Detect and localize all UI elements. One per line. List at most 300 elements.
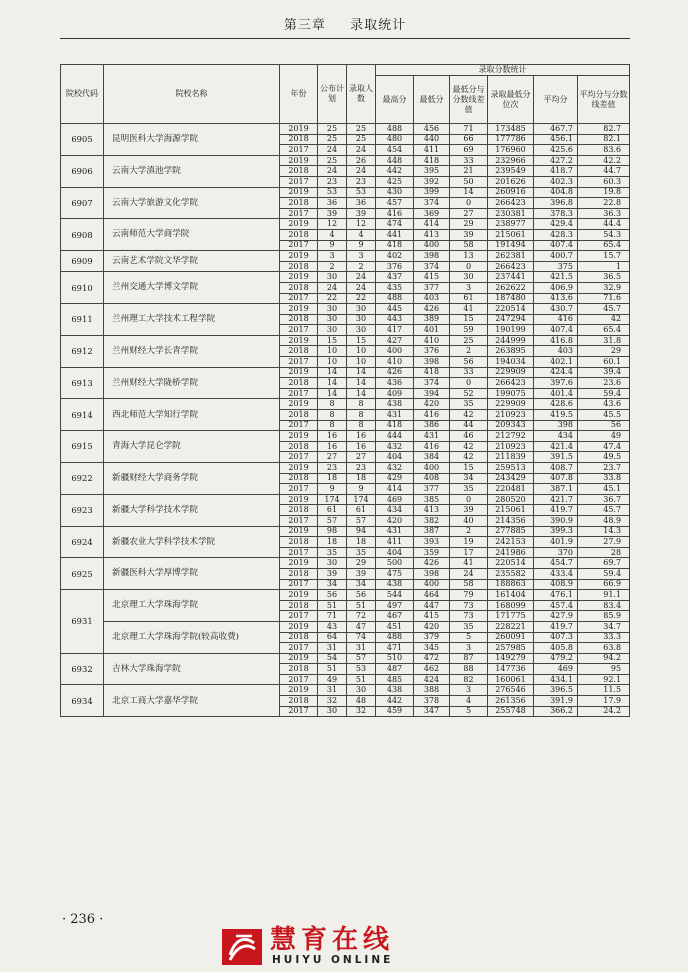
cell-year: 2017 — [280, 240, 318, 251]
table-row — [61, 621, 630, 632]
cell-rank: 230381 — [488, 208, 534, 219]
school-code: 6922 — [61, 463, 104, 495]
cell-plan: 64 — [318, 632, 347, 643]
cell-max: 448 — [376, 155, 414, 166]
cell-max: 438 — [376, 399, 414, 410]
col-admitted: 录取人数 — [347, 65, 376, 124]
cell-min-diff: 79 — [450, 590, 488, 601]
cell-rank: 242153 — [488, 537, 534, 548]
cell-min-diff: 58 — [450, 579, 488, 590]
cell-avg-diff: 59.4 — [578, 568, 630, 579]
cell-rank: 177786 — [488, 134, 534, 145]
table-row — [61, 124, 630, 135]
school-code: 6932 — [61, 653, 104, 685]
cell-avg: 390.9 — [534, 515, 578, 526]
cell-plan: 54 — [318, 653, 347, 664]
cell-rank: 199075 — [488, 388, 534, 399]
cell-min: 378 — [414, 696, 450, 707]
cell-avg: 405.8 — [534, 643, 578, 654]
cell-year: 2017 — [280, 515, 318, 526]
cell-year: 2019 — [280, 219, 318, 230]
cell-min-diff: 13 — [450, 251, 488, 262]
cell-min-diff: 14 — [450, 187, 488, 198]
cell-plan: 49 — [318, 674, 347, 685]
cell-min-diff: 3 — [450, 685, 488, 696]
cell-admitted: 39 — [347, 208, 376, 219]
cell-rank: 243429 — [488, 473, 534, 484]
cell-admitted: 48 — [347, 696, 376, 707]
school-code: 6914 — [61, 399, 104, 431]
school-name: 新疆财经大学商务学院 — [104, 463, 280, 495]
cell-avg-diff: 39.4 — [578, 367, 630, 378]
table-row — [61, 335, 630, 346]
cell-admitted: 3 — [347, 251, 376, 262]
cell-min: 410 — [414, 335, 450, 346]
cell-avg: 429.4 — [534, 219, 578, 230]
cell-min-diff: 15 — [450, 463, 488, 474]
cell-avg: 479.2 — [534, 653, 578, 664]
school-code: 6923 — [61, 494, 104, 526]
cell-max: 416 — [376, 208, 414, 219]
table-row — [61, 155, 630, 166]
cell-avg-diff: 15.7 — [578, 251, 630, 262]
cell-min-diff: 73 — [450, 611, 488, 622]
cell-avg-diff: 48.9 — [578, 515, 630, 526]
cell-min: 345 — [414, 643, 450, 654]
cell-admitted: 51 — [347, 600, 376, 611]
cell-min-diff: 0 — [450, 198, 488, 209]
cell-plan: 30 — [318, 325, 347, 336]
cell-rank: 201626 — [488, 176, 534, 187]
cell-year: 2019 — [280, 335, 318, 346]
cell-min: 456 — [414, 124, 450, 135]
table-row — [61, 304, 630, 315]
cell-avg-diff: 71.6 — [578, 293, 630, 304]
cell-admitted: 26 — [347, 155, 376, 166]
cell-avg: 401.9 — [534, 537, 578, 548]
cell-year: 2019 — [280, 463, 318, 474]
cell-year: 2019 — [280, 304, 318, 315]
cell-min: 377 — [414, 484, 450, 495]
cell-plan: 8 — [318, 420, 347, 431]
cell-min-diff: 19 — [450, 537, 488, 548]
cell-avg-diff: 56 — [578, 420, 630, 431]
cell-max: 414 — [376, 484, 414, 495]
cell-admitted: 174 — [347, 494, 376, 505]
cell-avg-diff: 69.7 — [578, 558, 630, 569]
cell-admitted: 36 — [347, 198, 376, 209]
cell-rank: 262381 — [488, 251, 534, 262]
cell-plan: 25 — [318, 155, 347, 166]
cell-rank: 149279 — [488, 653, 534, 664]
cell-avg: 434 — [534, 431, 578, 442]
cell-avg-diff: 95 — [578, 664, 630, 675]
cell-min-diff: 41 — [450, 558, 488, 569]
cell-max: 467 — [376, 611, 414, 622]
cell-avg-diff: 60.3 — [578, 176, 630, 187]
cell-avg: 378.3 — [534, 208, 578, 219]
cell-year: 2017 — [280, 388, 318, 399]
cell-min: 440 — [414, 134, 450, 145]
cell-admitted: 24 — [347, 272, 376, 283]
cell-min: 399 — [414, 187, 450, 198]
cell-year: 2017 — [280, 145, 318, 156]
cell-min-diff: 42 — [450, 452, 488, 463]
cell-plan: 16 — [318, 441, 347, 452]
school-name: 新疆农业大学科学技术学院 — [104, 526, 280, 558]
cell-year: 2018 — [280, 696, 318, 707]
cell-plan: 14 — [318, 388, 347, 399]
cell-max: 420 — [376, 515, 414, 526]
cell-min: 447 — [414, 600, 450, 611]
cell-min: 393 — [414, 537, 450, 548]
school-code: 6907 — [61, 187, 104, 219]
cell-min: 394 — [414, 388, 450, 399]
cell-avg: 434.1 — [534, 674, 578, 685]
cell-admitted: 15 — [347, 335, 376, 346]
cell-rank: 171775 — [488, 611, 534, 622]
col-avg-diff: 平均分与分数线差值 — [578, 76, 630, 124]
cell-admitted: 8 — [347, 420, 376, 431]
cell-admitted: 23 — [347, 463, 376, 474]
cell-min-diff: 0 — [450, 261, 488, 272]
cell-min: 395 — [414, 166, 450, 177]
school-name: 云南大学旅游文化学院 — [104, 187, 280, 219]
cell-avg-diff: 49.5 — [578, 452, 630, 463]
cell-min: 374 — [414, 198, 450, 209]
cell-avg-diff: 49 — [578, 431, 630, 442]
col-min: 最低分 — [414, 76, 450, 124]
cell-plan: 51 — [318, 600, 347, 611]
cell-min-diff: 44 — [450, 420, 488, 431]
cell-min: 386 — [414, 420, 450, 431]
cell-min-diff: 46 — [450, 431, 488, 442]
cell-min: 413 — [414, 505, 450, 516]
cell-year: 2017 — [280, 674, 318, 685]
cell-admitted: 35 — [347, 547, 376, 558]
cell-year: 2017 — [280, 611, 318, 622]
cell-plan: 25 — [318, 134, 347, 145]
cell-year: 2018 — [280, 410, 318, 421]
cell-plan: 9 — [318, 484, 347, 495]
school-code: 6931 — [61, 590, 104, 654]
cell-min-diff: 42 — [450, 441, 488, 452]
cell-year: 2019 — [280, 187, 318, 198]
school-code: 6925 — [61, 558, 104, 590]
cell-max: 431 — [376, 526, 414, 537]
cell-avg: 416 — [534, 314, 578, 325]
cell-plan: 24 — [318, 282, 347, 293]
cell-plan: 25 — [318, 124, 347, 135]
cell-year: 2018 — [280, 378, 318, 389]
cell-avg-diff: 60.1 — [578, 357, 630, 368]
cell-avg-diff: 82.1 — [578, 134, 630, 145]
cell-min-diff: 4 — [450, 696, 488, 707]
table-row — [61, 685, 630, 696]
cell-rank: 176960 — [488, 145, 534, 156]
cell-avg-diff: 11.5 — [578, 685, 630, 696]
cell-max: 431 — [376, 410, 414, 421]
cell-min-diff: 25 — [450, 335, 488, 346]
table-row — [61, 431, 630, 442]
cell-admitted: 30 — [347, 325, 376, 336]
cell-year: 2019 — [280, 272, 318, 283]
cell-min: 472 — [414, 653, 450, 664]
cell-plan: 57 — [318, 515, 347, 526]
cell-year: 2018 — [280, 282, 318, 293]
cell-admitted: 8 — [347, 410, 376, 421]
cell-min-diff: 61 — [450, 293, 488, 304]
cell-plan: 71 — [318, 611, 347, 622]
cell-avg: 456.1 — [534, 134, 578, 145]
cell-avg: 424.4 — [534, 367, 578, 378]
cell-admitted: 23 — [347, 176, 376, 187]
cell-rank: 215061 — [488, 229, 534, 240]
cell-max: 445 — [376, 304, 414, 315]
cell-rank: 168099 — [488, 600, 534, 611]
cell-max: 442 — [376, 166, 414, 177]
cell-avg: 407.3 — [534, 632, 578, 643]
cell-rank: 188863 — [488, 579, 534, 590]
cell-plan: 3 — [318, 251, 347, 262]
cell-rank: 215061 — [488, 505, 534, 516]
cell-avg: 427.2 — [534, 155, 578, 166]
cell-avg: 375 — [534, 261, 578, 272]
school-code: 6906 — [61, 155, 104, 187]
cell-plan: 23 — [318, 176, 347, 187]
cell-admitted: 4 — [347, 229, 376, 240]
cell-admitted: 34 — [347, 579, 376, 590]
cell-avg: 416.8 — [534, 335, 578, 346]
cell-avg: 402.3 — [534, 176, 578, 187]
cell-avg: 406.9 — [534, 282, 578, 293]
cell-rank: 211839 — [488, 452, 534, 463]
table-row — [61, 367, 630, 378]
cell-min-diff: 73 — [450, 600, 488, 611]
cell-plan: 9 — [318, 240, 347, 251]
cell-avg: 408.9 — [534, 579, 578, 590]
cell-plan: 36 — [318, 198, 347, 209]
cell-year: 2019 — [280, 558, 318, 569]
cell-avg-diff: 94.2 — [578, 653, 630, 664]
cell-min-diff: 27 — [450, 208, 488, 219]
cell-plan: 12 — [318, 219, 347, 230]
cell-min-diff: 88 — [450, 664, 488, 675]
cell-max: 475 — [376, 568, 414, 579]
cell-min-diff: 29 — [450, 219, 488, 230]
cell-max: 427 — [376, 335, 414, 346]
cell-avg: 419.5 — [534, 410, 578, 421]
cell-plan: 30 — [318, 314, 347, 325]
cell-avg-diff: 83.4 — [578, 600, 630, 611]
cell-rank: 266423 — [488, 378, 534, 389]
school-name: 西北师范大学知行学院 — [104, 399, 280, 431]
cell-year: 2019 — [280, 124, 318, 135]
cell-max: 417 — [376, 325, 414, 336]
table-row — [61, 463, 630, 474]
cell-avg-diff: 44.4 — [578, 219, 630, 230]
cell-year: 2018 — [280, 166, 318, 177]
table-row — [61, 272, 630, 283]
cell-year: 2019 — [280, 685, 318, 696]
cell-max: 487 — [376, 664, 414, 675]
cell-admitted: 57 — [347, 515, 376, 526]
cell-max: 441 — [376, 229, 414, 240]
cell-avg-diff: 66.9 — [578, 579, 630, 590]
cell-admitted: 27 — [347, 452, 376, 463]
cell-avg: 407.8 — [534, 473, 578, 484]
cell-avg-diff: 54.3 — [578, 229, 630, 240]
cell-rank: 260916 — [488, 187, 534, 198]
cell-max: 480 — [376, 134, 414, 145]
cell-avg: 467.7 — [534, 124, 578, 135]
cell-plan: 14 — [318, 367, 347, 378]
cell-plan: 8 — [318, 410, 347, 421]
cell-max: 402 — [376, 251, 414, 262]
cell-max: 437 — [376, 272, 414, 283]
table-row — [61, 526, 630, 537]
cell-min: 401 — [414, 325, 450, 336]
cell-max: 418 — [376, 420, 414, 431]
cell-rank: 228221 — [488, 621, 534, 632]
cell-plan: 53 — [318, 187, 347, 198]
cell-admitted: 10 — [347, 357, 376, 368]
cell-min-diff: 3 — [450, 282, 488, 293]
cell-year: 2019 — [280, 399, 318, 410]
cell-year: 2019 — [280, 526, 318, 537]
cell-min: 411 — [414, 145, 450, 156]
cell-rank: 220514 — [488, 304, 534, 315]
cell-min: 416 — [414, 410, 450, 421]
cell-min-diff: 35 — [450, 484, 488, 495]
cell-plan: 30 — [318, 558, 347, 569]
cell-max: 474 — [376, 219, 414, 230]
cell-avg: 391.9 — [534, 696, 578, 707]
cell-plan: 24 — [318, 166, 347, 177]
cell-min-diff: 24 — [450, 568, 488, 579]
cell-rank: 212792 — [488, 431, 534, 442]
cell-min: 426 — [414, 558, 450, 569]
cell-min: 418 — [414, 155, 450, 166]
cell-min-diff: 56 — [450, 357, 488, 368]
cell-min-diff: 15 — [450, 314, 488, 325]
cell-min-diff: 34 — [450, 473, 488, 484]
cell-avg-diff: 45.5 — [578, 410, 630, 421]
cell-year: 2017 — [280, 420, 318, 431]
cell-max: 544 — [376, 590, 414, 601]
cell-avg-diff: 43.6 — [578, 399, 630, 410]
cell-min: 420 — [414, 621, 450, 632]
cell-avg: 428.3 — [534, 229, 578, 240]
cell-avg-diff: 36.3 — [578, 208, 630, 219]
cell-min-diff: 30 — [450, 272, 488, 283]
cell-max: 410 — [376, 357, 414, 368]
cell-year: 2018 — [280, 229, 318, 240]
cell-avg-diff: 91.1 — [578, 590, 630, 601]
cell-avg: 433.4 — [534, 568, 578, 579]
school-name: 北京工商大学嘉华学院 — [104, 685, 280, 717]
cell-plan: 10 — [318, 357, 347, 368]
cell-avg: 419.7 — [534, 621, 578, 632]
table-body — [61, 124, 630, 717]
cell-rank: 229909 — [488, 367, 534, 378]
school-name: 兰州理工大学技术工程学院 — [104, 304, 280, 336]
cell-year: 2017 — [280, 452, 318, 463]
cell-year: 2019 — [280, 367, 318, 378]
cell-avg-diff: 27.9 — [578, 537, 630, 548]
cell-max: 429 — [376, 473, 414, 484]
cell-admitted: 10 — [347, 346, 376, 357]
cell-admitted: 25 — [347, 134, 376, 145]
cell-admitted: 16 — [347, 441, 376, 452]
cell-avg-diff: 23.7 — [578, 463, 630, 474]
cell-min-diff: 52 — [450, 388, 488, 399]
page-number: · 236 · — [62, 912, 104, 927]
cell-rank: 214356 — [488, 515, 534, 526]
cell-admitted: 8 — [347, 399, 376, 410]
admission-table — [60, 64, 630, 717]
cell-admitted: 24 — [347, 282, 376, 293]
cell-year: 2018 — [280, 198, 318, 209]
cell-plan: 18 — [318, 473, 347, 484]
cell-rank: 190199 — [488, 325, 534, 336]
cell-plan: 30 — [318, 706, 347, 717]
cell-min: 413 — [414, 229, 450, 240]
cell-min: 377 — [414, 282, 450, 293]
cell-plan: 2 — [318, 261, 347, 272]
cell-plan: 98 — [318, 526, 347, 537]
cell-min: 347 — [414, 706, 450, 717]
cell-max: 411 — [376, 537, 414, 548]
cell-avg: 454.7 — [534, 558, 578, 569]
col-min-diff: 最低分与分数线差值 — [450, 76, 488, 124]
cell-year: 2018 — [280, 314, 318, 325]
cell-min: 385 — [414, 494, 450, 505]
cell-plan: 8 — [318, 399, 347, 410]
cell-min-diff: 40 — [450, 515, 488, 526]
cell-rank: 173485 — [488, 124, 534, 135]
school-name: 北京理工大学珠海学院(较高收费) — [104, 621, 280, 653]
cell-year: 2019 — [280, 621, 318, 632]
school-name: 昆明医科大学海源学院 — [104, 124, 280, 156]
cell-plan: 56 — [318, 590, 347, 601]
cell-max: 485 — [376, 674, 414, 685]
cell-min-diff: 41 — [450, 304, 488, 315]
table-row — [61, 399, 630, 410]
cell-rank: 259513 — [488, 463, 534, 474]
cell-min-diff: 39 — [450, 505, 488, 516]
cell-avg-diff: 47.4 — [578, 441, 630, 452]
cell-avg: 366.2 — [534, 706, 578, 717]
col-avg: 平均分 — [534, 76, 578, 124]
cell-year: 2017 — [280, 208, 318, 219]
cell-rank: 247294 — [488, 314, 534, 325]
cell-admitted: 18 — [347, 473, 376, 484]
cell-rank: 209343 — [488, 420, 534, 431]
cell-admitted: 53 — [347, 664, 376, 675]
cell-plan: 31 — [318, 643, 347, 654]
cell-year: 2019 — [280, 431, 318, 442]
cell-avg: 421.7 — [534, 494, 578, 505]
cell-min-diff: 3 — [450, 643, 488, 654]
cell-avg-diff: 82.7 — [578, 124, 630, 135]
cell-admitted: 2 — [347, 261, 376, 272]
cell-year: 2018 — [280, 537, 318, 548]
cell-min: 462 — [414, 664, 450, 675]
cell-avg-diff: 63.8 — [578, 643, 630, 654]
cell-avg-diff: 42 — [578, 314, 630, 325]
cell-min: 418 — [414, 367, 450, 378]
